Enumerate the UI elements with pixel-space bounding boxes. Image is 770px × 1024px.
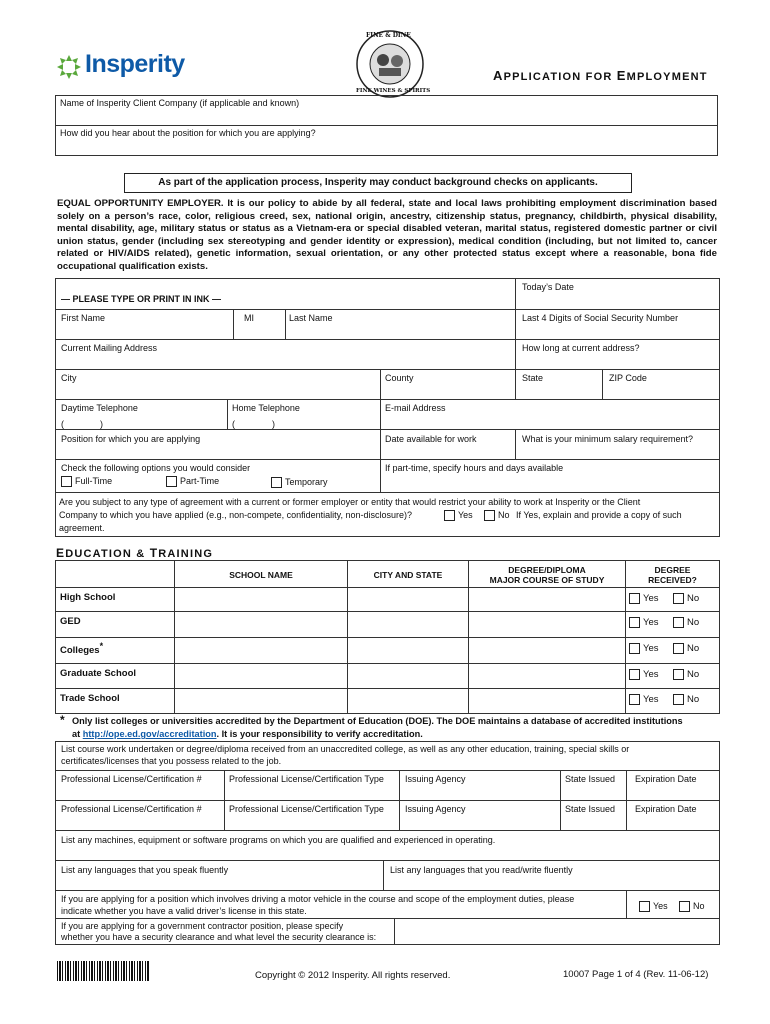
edu-row-ged: GED [60,616,81,627]
barcode [57,961,149,981]
print-in-ink-note: — PLEASE TYPE OR PRINT IN INK — [61,294,222,304]
colleges-yes-checkbox[interactable] [629,643,640,654]
background-check-notice: As part of the application process, Insperity may conduct background checks on applicants. [124,173,632,193]
languages-read-field[interactable]: List any languages that you read/write fluently [390,865,573,875]
first-name-field[interactable]: First Name [61,313,106,323]
graduate-no-checkbox[interactable] [673,669,684,680]
high-school-no-checkbox[interactable] [673,593,684,604]
position-field[interactable]: Position for which you are applying [61,434,201,444]
trade-no-checkbox[interactable] [673,694,684,705]
city-field[interactable]: City [61,373,77,383]
insperity-logo [55,50,205,84]
drivers-license-no-checkbox[interactable] [679,901,690,912]
trade-yes[interactable]: Yes [629,694,659,705]
languages-speak-field[interactable]: List any languages that you speak fluently [61,865,229,875]
col-city-state: CITY AND STATE [373,570,443,580]
part-time-checkbox[interactable] [166,476,177,487]
clearance-question-2: whether you have a security clearance and what level the security clearance is: [61,932,377,942]
agreement-question-1: Are you subject to any type of agreement with a current or former employer or entity that would restrict your ability to work at Insperity or the Client [59,497,641,507]
temporary-option[interactable]: Temporary [271,477,328,488]
coursework-line1: List course work undertaken or degree/diploma received from an unaccredited college, as well as any other education, training, special skills or [61,744,630,754]
license-type-field[interactable]: Professional License/Certification Type [229,774,384,784]
ged-no[interactable]: No [673,617,699,628]
ssn-field[interactable]: Last 4 Digits of Social Security Number [522,313,679,323]
date-available-field[interactable]: Date available for work [385,434,477,444]
badge-bottom-text: FINE WINES & SPIRITS [356,88,431,94]
high-school-yes-checkbox[interactable] [629,593,640,604]
graduate-yes-checkbox[interactable] [629,669,640,680]
insperity-logo-mark-icon [55,53,83,81]
issuing-agency-field[interactable]: Issuing Agency [405,774,466,784]
accreditation-link[interactable]: http://ope.ed.gov/accreditation [82,729,217,739]
mailing-address-field[interactable]: Current Mailing Address [61,343,158,353]
page-title: APPLICATION FOR EMPLOYMENT [493,68,708,83]
clearance-question-1: If you are applying for a government contractor position, please specify [61,921,344,931]
colleges-yes[interactable]: Yes [629,643,659,654]
col-degree-diploma: DEGREE/DIPLOMA MAJOR COURSE OF STUDY [489,565,605,585]
trade-yes-checkbox[interactable] [629,694,640,705]
part-time-option[interactable]: Part-Time [166,476,219,487]
expiration-date-field-2[interactable]: Expiration Date [635,804,697,814]
agreement-question-4: agreement. [59,523,105,533]
daytime-area-close: ) [100,419,103,429]
badge-top-text: FINE & DINE [366,32,411,39]
daytime-telephone-field[interactable]: Daytime Telephone [61,403,138,413]
page-info: 10007 Page 1 of 4 (Rev. 11-06-12) [563,969,709,980]
graduate-no[interactable]: No [673,669,699,680]
col-degree-received: DEGREE RECEIVED? [648,565,697,585]
drivers-license-yes-checkbox[interactable] [639,901,650,912]
ged-yes-checkbox[interactable] [629,617,640,628]
how-long-field[interactable]: How long at current address? [522,343,640,353]
home-telephone-field[interactable]: Home Telephone [232,403,300,413]
fine-wines-badge [352,28,431,100]
personal-info-section [55,278,720,537]
part-time-hours-field[interactable]: If part-time, specify hours and days available [385,463,564,473]
coursework-line2: certificates/licenses that you possess related to the job. [61,756,282,766]
last-name-field[interactable]: Last Name [289,313,333,323]
temporary-checkbox[interactable] [271,477,282,488]
home-area-open: ( [232,419,235,429]
driving-question-2: indicate whether you have a valid driver’s license in this state. [61,906,307,916]
drivers-license-yes[interactable]: Yes [639,901,668,912]
min-salary-field[interactable]: What is your minimum salary requirement? [522,434,694,444]
agreement-question-2: Company to which you have applied (e.g., non-compete, confidentiality, non-disclosure)? [59,510,413,520]
email-field[interactable]: E-mail Address [385,403,446,413]
state-issued-field[interactable]: State Issued [565,774,616,784]
agreement-no[interactable]: No [484,510,510,521]
license-number-field[interactable]: Professional License/Certification # [61,774,202,784]
drivers-license-no[interactable]: No [679,901,705,912]
ged-no-checkbox[interactable] [673,617,684,628]
how-heard-field[interactable]: How did you hear about the position for which you are applying? [56,126,718,156]
todays-date-label[interactable]: Today’s Date [522,282,574,292]
graduate-yes[interactable]: Yes [629,669,659,680]
accreditation-note-line1: Only list colleges or universities accredited by the Department of Education (DOE). The DOE maintains a database of accredited institutions [72,716,683,726]
col-school-name: SCHOOL NAME [229,570,293,580]
machines-field[interactable]: List any machines, equipment or software programs on which you are qualified and experienced in operating. [61,835,496,845]
county-field[interactable]: County [385,373,414,383]
zip-field[interactable]: ZIP Code [609,373,647,383]
state-field[interactable]: State [522,373,544,383]
check-options-label: Check the following options you would consider [61,463,251,473]
issuing-agency-field-2[interactable]: Issuing Agency [405,804,466,814]
driving-question-1: If you are applying for a position which involves driving a motor vehicle in the course and scope of the employment duties, please [61,894,575,904]
colleges-no-checkbox[interactable] [673,643,684,654]
full-time-option[interactable]: Full-Time [61,476,112,487]
agreement-question-3: If Yes, explain and provide a copy of such [516,510,682,520]
high-school-yes[interactable]: Yes [629,593,659,604]
edu-row-high-school: High School [60,592,116,603]
ged-yes[interactable]: Yes [629,617,659,628]
accreditation-asterisk: * [60,713,65,727]
logo-wordmark: Insperity [85,50,185,78]
edu-row-trade-school: Trade School [60,693,120,704]
eeo-statement: EQUAL OPPORTUNITY EMPLOYER. It is our policy to abide by all federal, state and local laws prohibiting employment discrimination based solely on a person’s race, color, religious creed, sex, national origin, ancestry, citizenship status, pregnancy, childbirth, physical disability, mental disability, age, military status or status as a Vietnam-era or special disabled veteran, marital status, registered domestic partner or civil union status, gender (including sex stereotyping and gender identity or expression), medical condition (including, but not limited to, cancer related or HIV/AIDS related), genetic information, sexual orientation, or any other protected status except where a reasonable, bona fide occupational qualification exists. [57,198,717,272]
full-time-checkbox[interactable] [61,476,72,487]
additional-info-section [55,741,720,945]
license-number-field-2[interactable]: Professional License/Certification # [61,804,202,814]
expiration-date-field[interactable]: Expiration Date [635,774,697,784]
edu-row-graduate-school: Graduate School [60,668,137,679]
mi-field[interactable]: MI [244,313,254,323]
agreement-yes[interactable]: Yes [444,510,473,521]
daytime-area-open: ( [61,419,64,429]
state-issued-field-2[interactable]: State Issued [565,804,616,814]
home-area-close: ) [272,419,275,429]
agreement-yes-checkbox[interactable] [444,510,455,521]
copyright-text: Copyright © 2012 Insperity. All rights reserved. [255,970,451,981]
client-company-field[interactable]: Name of Insperity Client Company (if applicable and known) [56,96,718,126]
high-school-no[interactable]: No [673,593,699,604]
accreditation-note-line2: at http://ope.ed.gov/accreditation. It is your responsibility to verify accreditation. [72,729,423,739]
agreement-no-checkbox[interactable] [484,510,495,521]
education-section-title: EDUCATION & TRAINING [56,546,214,560]
colleges-no[interactable]: No [673,643,699,654]
license-type-field-2[interactable]: Professional License/Certification Type [229,804,384,814]
education-table [55,560,720,714]
edu-row-colleges: Colleges* [60,641,104,657]
trade-no[interactable]: No [673,694,699,705]
